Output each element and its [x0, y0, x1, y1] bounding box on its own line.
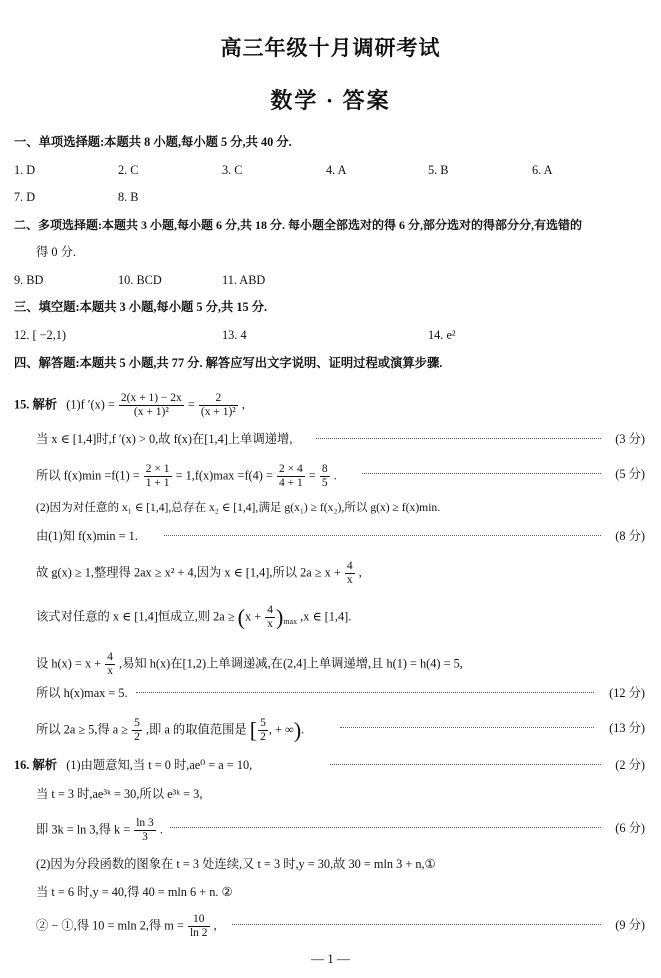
exam-title: 高三年级十月调研考试	[220, 36, 441, 60]
answer-2: 2. C	[118, 163, 139, 177]
dot-leader	[232, 924, 601, 925]
answer-5: 5. B	[428, 163, 449, 177]
answer-3: 3. C	[222, 163, 243, 177]
q15-score-13: (13 分)	[609, 721, 645, 735]
q16-line6: ② − ①,得 10 = mln 2,得 m = $\frac{10}{\ln 2}$ ,	[36, 913, 217, 939]
q15-score-8: (8 分)	[615, 529, 645, 543]
answer-14: 14. e²	[428, 328, 456, 342]
answer-sheet-page: 高三年级十月调研考试 数学 · 答案 一、单项选择题:本题共 8 小题,每小题 5 分,共 40 分. 1. D 2. C 3. C 4. A 5. B 6. A 7. D 8. B 二、多项选择题:本题共 3 小题,每小题 6 分,共 18 分. 每小题全部选对的得 6 分,部分选对的得部分分,有选错的 得 0 分. 9. BD 10. BCD 11. ABD 三、填空题:本题共 3 小题,每小题 5 分,共 15 分. 12. [ −2,1) 13. 4 14. e² 四、解答题:本题共 5 小题,共 77 分. 解答应写出文字说明、证明过程或演算步骤. 15. 解析 (1)f ′(x) = $\frac{2(x + 1) - 2x}{\text{(x + 1)²}}$ = $\frac{2}{\text{(x + 1)²}}$ , 当 x ∈ [1,4]时,f ′(x) > 0,故 f(x)在[1,4]上单调递增, (3 分) 所以 f(x)min =f(1) = $\frac{2 \times 1}{1 + 1}$ = 1,f(x)max =f(4) = $\frac{2 \times 4}{4 + 1}$ = $\frac{8}{5}$ . (5 分) (2)因为对任意的 x₁ ∈ [1,4],总存在 x₂ ∈ [1,4],满足 g(x₁) ≥ f(x₂),所以 g(x) ≥ f(x)min. 由(1)知 f(x)min = 1. (8 分) 故 g(x) ≥ 1,整理得 2ax ≥ x² + 4,因为 x ∈ [1,4],所以 2a ≥ x + $\frac{4}{x}$ , 该式对任意的 x ∈ [1,4]恒成立,则 2a ≥ (x + $\frac{4}{x}$ )$_{max}$ ,x ∈ [1,4]. 设 h(x) = x + $\frac{4}{x}$ ,易知 h(x)在[1,2)上单调递减,在(2,4]上单调递增,且 h(1) = h(4) = 5, 所以 h(x)max = 5. (12 分) 所以 2a ≥ 5,得 a ≥ $\frac{5}{2}$ ,即 a 的取值范围是 [ $\frac{5}{2}$ , + ∞). (13 分) 16. 解析 (1)由题意知,当 t = 0 时,ae⁰ = a = 10, (2 分) 当 t = 3 时,ae³ᵏ = 30,所以 e³ᵏ = 3, 即 3k = ln 3,得 k = $\frac{\ln 3}{3}$ . (6 分) (2)因为分段函数的图象在 t = 3 处连续,又 t = 3 时,y = 30,故 30 = mln 3 + n,① 当 t = 6 时,y = 40,得 40 = mln 6 + n. ② ② − ①,得 10 = mln 2,得 m = $\frac{10}{\ln 2}$ , (9 分) — 1 —	[0, 0, 661, 978]
section2-heading: 二、多项选择题:本题共 3 小题,每小题 6 分,共 18 分. 每小题全部选对的得 6 分,部分选对的得部分分,有选错的	[14, 218, 582, 232]
q16-line2: 当 t = 3 时,ae³ᵏ = 30,所以 e³ᵏ = 3,	[36, 787, 203, 801]
q15-score-12: (12 分)	[609, 686, 645, 700]
answer-11: 11. ABD	[222, 273, 266, 287]
section2-heading-cont: 得 0 分.	[36, 245, 76, 259]
section1-heading: 一、单项选择题:本题共 8 小题,每小题 5 分,共 40 分.	[14, 135, 292, 149]
q15-fraction-2: $\frac{2}{\text{(x + 1)²}}$	[200, 392, 236, 418]
section4-heading: 四、解答题:本题共 5 小题,共 77 分. 解答应写出文字说明、证明过程或演算步骤.	[14, 356, 443, 370]
answer-9: 9. BD	[14, 273, 44, 287]
dot-leader	[330, 764, 601, 765]
q16-score-9: (9 分)	[615, 918, 645, 932]
answer-12: 12. [ −2,1)	[14, 328, 67, 342]
answer-10: 10. BCD	[118, 273, 162, 287]
q15-fraction-1: $\frac{2(x + 1) - 2x}{\text{(x + 1)²}}$	[120, 392, 182, 418]
answer-13: 13. 4	[222, 328, 247, 342]
dot-leader	[164, 535, 601, 536]
q15-line6: 故 g(x) ≥ 1,整理得 2ax ≥ x² + 4,因为 x ∈ [1,4],所以 2a ≥ x + $\frac{4}{x}$ ,	[36, 560, 362, 586]
q15-line7: 该式对任意的 x ∈ [1,4]恒成立,则 2a ≥ (x + $\frac{4}{x}$ )$_{max}$ ,x ∈ [1,4].	[36, 604, 352, 630]
q16-score-2: (2 分)	[615, 758, 645, 772]
q16-score-6: (6 分)	[615, 821, 645, 835]
section3-heading: 三、填空题:本题共 3 小题,每小题 5 分,共 15 分.	[14, 300, 268, 314]
q16-label: 16. 解析	[14, 758, 58, 772]
q15-derivative: (1)f ′(x) =	[66, 397, 115, 412]
q15-line8: 设 h(x) = x + $\frac{4}{x}$ ,易知 h(x)在[1,2)上单调递减,在(2,4]上单调递增,且 h(1) = h(4) = 5,	[36, 651, 463, 677]
answer-4: 4. A	[326, 163, 347, 177]
q15-score-3: (3 分)	[615, 432, 645, 446]
dot-leader	[170, 827, 601, 828]
exam-subtitle: 数学 · 答案	[270, 88, 391, 113]
dot-leader	[136, 692, 594, 693]
q15-label: 15. 解析	[14, 397, 58, 412]
q16-line4: (2)因为分段函数的图象在 t = 3 处连续,又 t = 3 时,y = 30,故 30 = mln 3 + n,①	[36, 857, 436, 871]
answer-8: 8. B	[118, 190, 139, 204]
answer-1: 1. D	[14, 163, 36, 177]
q15-line3: 所以 f(x)min =f(1) = $\frac{2 \times 1}{1 + 1}$ = 1,f(x)max =f(4) = $\frac{2 \times 4}{4 + 1}$ = $\frac{8}{5}$ .	[36, 463, 337, 489]
q15-score-5: (5 分)	[615, 467, 645, 481]
q15-line10: 所以 2a ≥ 5,得 a ≥ $\frac{5}{2}$ ,即 a 的取值范围是 [ $\frac{5}{2}$ , + ∞).	[36, 717, 305, 743]
q16-line5: 当 t = 6 时,y = 40,得 40 = mln 6 + n. ②	[36, 885, 233, 899]
dot-leader	[362, 473, 601, 474]
answer-7: 7. D	[14, 190, 36, 204]
q16-line3: 即 3k = ln 3,得 k = $\frac{\ln 3}{3}$ .	[36, 817, 163, 843]
q15-monotonic-text: 当 x ∈ [1,4]时,f ′(x) > 0,故 f(x)在[1,4]上单调递增,	[36, 432, 293, 446]
q15-line4: (2)因为对任意的 x₁ ∈ [1,4],总存在 x₂ ∈ [1,4],满足 g(x₁) ≥ f(x₂),所以 g(x) ≥ f(x)min.	[36, 501, 441, 514]
dot-leader	[316, 438, 601, 439]
answer-6: 6. A	[532, 163, 553, 177]
dot-leader	[340, 727, 594, 728]
q15-line1: 15. 解析 (1)f ′(x) = $\frac{2(x + 1) - 2x}{\text{(x + 1)²}}$ = $\frac{2}{\text{(x + 1)²}}$ ,	[14, 392, 245, 418]
page-number: — 1 —	[311, 951, 350, 966]
